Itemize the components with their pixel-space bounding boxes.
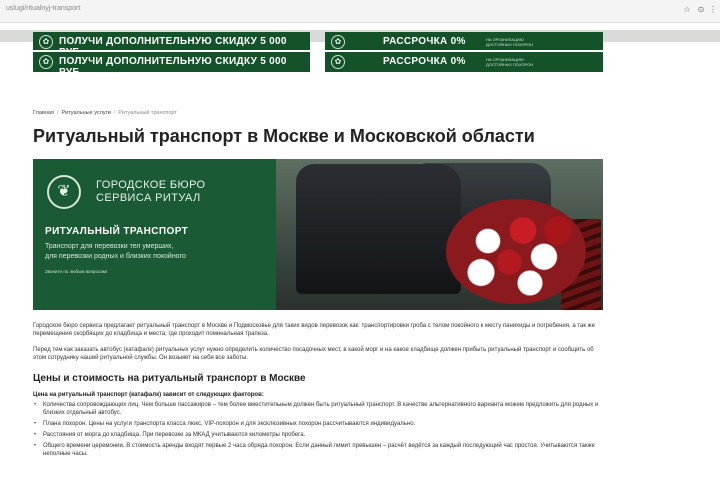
company-name-line2: СЕРВИСА РИТУАЛ bbox=[96, 192, 201, 204]
service-title: РИТУАЛЬНЫЙ ТРАНСПОРТ bbox=[45, 226, 189, 237]
promo-discount-banner[interactable] bbox=[33, 52, 310, 78]
menu-icon[interactable]: ⋮ bbox=[709, 5, 717, 14]
hearse-photo bbox=[276, 159, 603, 310]
section-heading: Цены и стоимость на ритуальный транспорт в Москве bbox=[33, 373, 306, 384]
breadcrumb: Главная / Ритуальные услуги / Ритуальный транспорт bbox=[33, 110, 177, 116]
company-name bbox=[96, 179, 206, 205]
service-subtitle bbox=[45, 242, 265, 262]
promo-text: РАССРОЧКА 0% bbox=[383, 36, 466, 47]
promo-installment-banner[interactable] bbox=[325, 32, 603, 50]
promo-text: ПОЛУЧИ ДОПОЛНИТЕЛЬНУЮ СКИДКУ 5 000 РУБ. bbox=[59, 56, 287, 78]
company-name-line1: ГОРОДСКОЕ БЮРО bbox=[96, 179, 206, 191]
gift-icon: ✿ bbox=[39, 55, 53, 69]
promo-text: РАССРОЧКА 0% bbox=[383, 56, 466, 67]
service-subtitle-line2: для перевозки родных и близких покойного bbox=[45, 253, 186, 260]
intro-paragraph: Перед тем как заказать автобус (катафалк) ритуальных услуг нужно определить количество посадочных мест, в какой морг и на какое кладбище должен прибыть ритуальный транспорт и сообщить об этом сотруднику нашей ритуальной службы. Он возьмет на себя все заботы. bbox=[33, 347, 594, 361]
flower-wreath-image bbox=[446, 199, 586, 304]
promo-subtext: НА ОРГАНИЗАЦИЮ ДОСТОЙНЫХ ПОХОРОН bbox=[486, 57, 534, 67]
gift-icon: ✿ bbox=[331, 55, 345, 69]
promo-installment-banner[interactable] bbox=[325, 52, 603, 72]
breadcrumb-services-link[interactable]: Ритуальные услуги bbox=[61, 110, 111, 116]
promo-subtext: НА ОРГАНИЗАЦИЮ ДОСТОЙНЫХ ПОХОРОН bbox=[486, 37, 534, 47]
hero-banner bbox=[33, 159, 603, 310]
gift-icon: ✿ bbox=[331, 35, 345, 49]
bookmark-icon[interactable]: ☆ bbox=[683, 5, 691, 14]
promo-discount-banner[interactable] bbox=[33, 32, 310, 50]
list-item: • Общего времени церемонии. В стоимость аренды входят первые 2 часа обряда похорон. Если данный лимит превышен – расчёт ведётся за каждый последующий час простоя. Учитываются также неполные часы. bbox=[33, 442, 603, 458]
address-bar[interactable] bbox=[0, 0, 720, 23]
factors-lead: Цена на ритуальный транспорт (катафалк) зависит от следующих факторов: bbox=[33, 392, 264, 398]
gift-icon: ✿ bbox=[39, 35, 53, 49]
breadcrumb-home-link[interactable]: Главная bbox=[33, 110, 54, 116]
intro-paragraph: Городское бюро сервиса предлагает ритуальный транспорт в Москве и Подмосковье для таких видов перевозок как: транспортировки гроба с телом покойного к месту панихиды и погребения, а так же перемещения скорбящих до кладбища и места, где проходит поминальная трапеза. bbox=[33, 323, 595, 337]
breadcrumb-current: Ритуальный транспорт bbox=[118, 110, 177, 116]
page-title: Ритуальный транспорт в Москве и Московской области bbox=[33, 126, 535, 146]
url-text[interactable]: uslugi/ritualnyj-transport bbox=[6, 5, 81, 12]
list-item: • Количества сопровождающих лиц. Чем больше пассажиров – тем более вместительным должен быть ритуальный транспорт. В качестве альтернативного варианта можем предложить для родных и близких отдельный автобус. bbox=[33, 401, 603, 417]
company-logo-icon: ❦ bbox=[47, 175, 81, 209]
list-item: • Расстояния от морга до кладбища. При перевозке за МКАД учитываются километры пробега. bbox=[33, 431, 603, 439]
banner-note: Звоните по любым вопросам! bbox=[45, 269, 108, 274]
profile-icon[interactable]: ⊙ bbox=[697, 5, 705, 14]
promo-text: ПОЛУЧИ ДОПОЛНИТЕЛЬНУЮ СКИДКУ 5 000 bbox=[59, 36, 287, 47]
service-subtitle-line1: Транспорт для перевозки тел умерших, bbox=[45, 243, 174, 250]
van-image bbox=[296, 164, 461, 294]
list-item: • Плана похорон. Цены на услуги транспорта класса люкс, VIP-похорон и для эксклюзивных похорон рассчитываются индивидуально. bbox=[33, 420, 603, 428]
factors-list bbox=[33, 401, 603, 461]
